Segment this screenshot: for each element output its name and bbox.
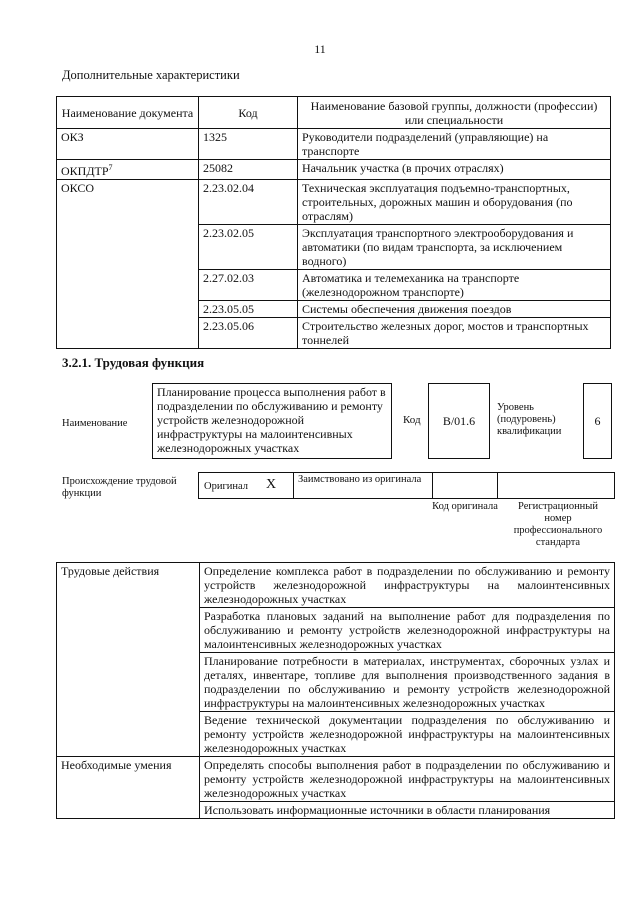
code-cell: 1325 — [199, 129, 298, 160]
text-cell: Ведение технической документации подразделения по обслуживанию и ремонту устройств железнодорожной инфраструктуры на малоинтенсивных железнодорожных участках — [200, 712, 615, 757]
code-cell: 2.23.02.05 — [199, 225, 298, 270]
level-value-box: 6 — [583, 383, 612, 459]
code-label: Код — [403, 414, 421, 426]
function-title: 3.2.1. Трудовая функция — [62, 355, 205, 370]
table-row — [57, 160, 611, 180]
section-heading: Дополнительные характеристики — [62, 68, 240, 82]
page-number: 11 — [314, 42, 326, 56]
characteristics-table — [56, 96, 611, 349]
doc-cell — [57, 160, 199, 180]
code-cell: 2.23.05.05 — [199, 301, 298, 318]
text-cell: Определение комплекса работ в подразделении по обслуживанию и ремонту устройств железнодорожной инфраструктуры на малоинтенсивных железнодорожных участках — [200, 563, 615, 608]
table-row — [57, 180, 611, 225]
doc-cell: ОКЗ — [57, 129, 199, 160]
origin-label: Происхождение трудовой функции — [62, 476, 177, 499]
text-cell: Планирование потребности в материалах, инструментах, сборочных узлах и деталях, инвентаре, топливе для выполнения производственного задания в подразделении по обслуживанию и ремонту устройств железнодорожной инфраструктуры на малоинтенсивных железнодорожных участках — [200, 653, 615, 712]
original-cell — [198, 472, 294, 499]
name-cell: Руководители подразделений (управляющие) на транспорте — [298, 129, 611, 160]
doc-cell: ОКСО — [57, 180, 199, 349]
reg-number-label: Регистрационный номер профессионального стандарта — [513, 501, 603, 548]
text-cell: Определять способы выполнения работ в подразделении по обслуживанию и ремонту устройств железнодорожной инфраструктуры на малоинтенсивных железнодорожных участках — [200, 757, 615, 802]
borrowed-cell: Заимствовано из оригинала — [293, 472, 433, 499]
label-cell: Необходимые умения — [57, 757, 200, 819]
table-row — [57, 757, 615, 802]
table-row — [57, 563, 615, 608]
name-cell: Начальник участка (в прочих отраслях) — [298, 160, 611, 180]
code-cell: 2.23.05.06 — [199, 318, 298, 349]
footnote-mark: 7 — [108, 163, 113, 172]
name-cell: Системы обеспечения движения поездов — [298, 301, 611, 318]
function-name-box: Планирование процесса выполнения работ в подразделении по обслуживанию и ремонту устройств железнодорожной инфраструктуры на малоинтенсивных железнодорожных участках — [152, 383, 392, 459]
text-cell: Использовать информационные источники в области планирования — [200, 802, 615, 819]
name-cell: Автоматика и телемеханика на транспорте (железнодорожном транспорте) — [298, 270, 611, 301]
table-row — [57, 129, 611, 160]
label-cell: Трудовые действия — [57, 563, 200, 757]
function-code-box: В/01.6 — [428, 383, 490, 459]
text-cell: Разработка плановых заданий на выполнение работ для подразделения по обслуживанию и ремонту устройств железнодорожной инфраструктуры на малоинтенсивных железнодорожных участках — [200, 608, 615, 653]
level-label: Уровень (подуровень) квалификации — [497, 402, 562, 437]
header-doc: Наименование документа — [57, 97, 199, 129]
name-cell: Строительство железных дорог, мостов и транспортных тоннелей — [298, 318, 611, 349]
code-cell: 2.27.02.03 — [199, 270, 298, 301]
name-cell: Техническая эксплуатация подъемно-транспортных, строительных, дорожных машин и оборудования (по отраслям) — [298, 180, 611, 225]
original-mark: X — [266, 477, 277, 492]
original-label: Оригинал — [204, 481, 248, 492]
table-header-row — [57, 97, 611, 129]
actions-table — [56, 562, 615, 819]
header-name: Наименование базовой группы, должности (профессии) или специальности — [298, 97, 611, 129]
header-code: Код — [199, 97, 298, 129]
name-cell: Эксплуатация транспортного электрооборудования и автоматики (по видам транспорта, за исключением водного) — [298, 225, 611, 270]
code-cell: 25082 — [199, 160, 298, 180]
reg-number-cell — [497, 472, 615, 499]
code-cell: 2.23.02.04 — [199, 180, 298, 225]
doc-text: ОКПДТР — [61, 164, 109, 178]
code-original-label: Код оригинала — [432, 501, 498, 512]
name-label: Наименование — [62, 418, 128, 429]
code-original-cell — [432, 472, 498, 499]
